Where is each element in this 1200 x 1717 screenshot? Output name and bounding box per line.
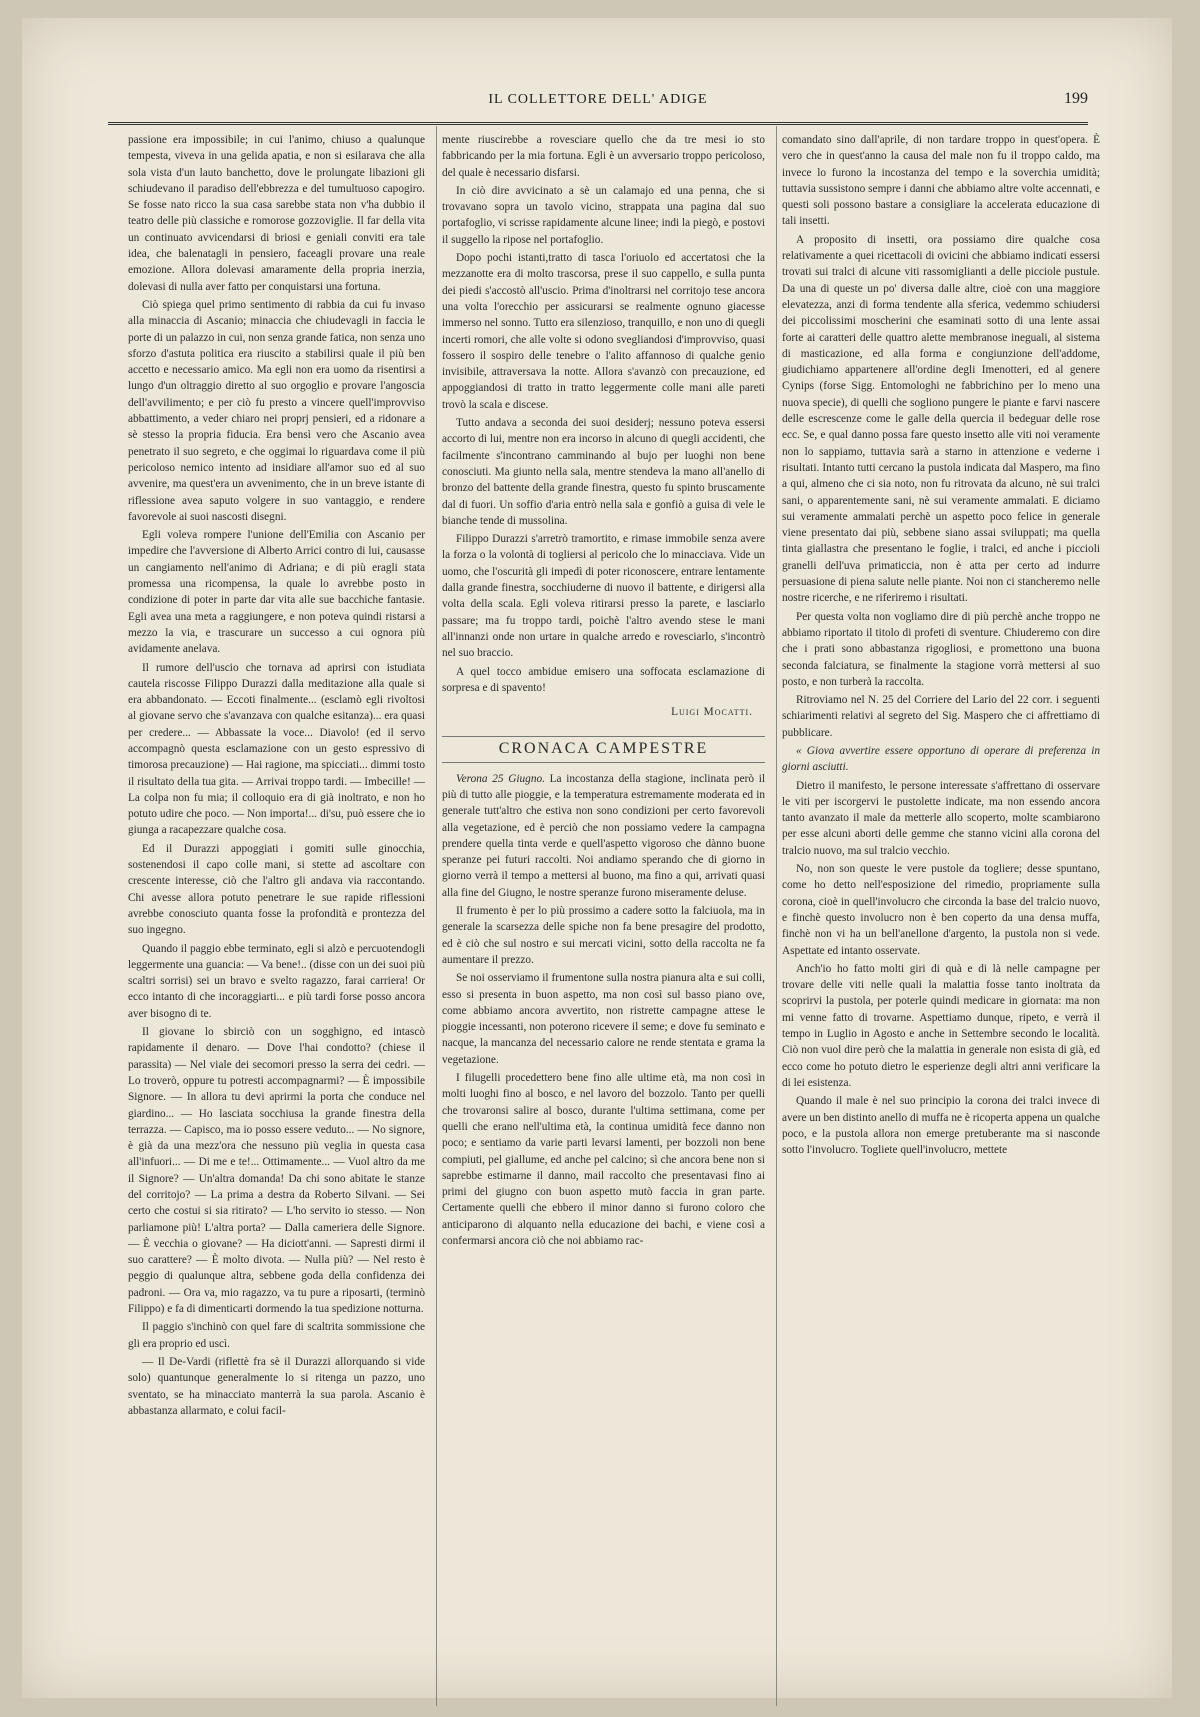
quote-lead <box>782 743 1100 776</box>
paragraph: Tutto andava a seconda dei suoi desiderj; nessuno poteva essersi accorto di lui, mentre non era incorso in alcuno di quegli accidenti, che facilmente s'incontrano camminando al bujo per luoghi non bene conosciuti. Ma giunto nella sala, mentre stendeva la mano all'anello di bronzo del battente della grande finestra, questo fu spinto bruscamente dal di fuori. Un soffio d'aria entrò nella sala e gonfiò a guisa di vele le bianche tende di mussolina. <box>442 417 765 527</box>
paragraph: — Il De-Vardi (riflettè fra sè il Durazzi allorquando si vide solo) quantunque generalmente lo si ritenga un pazzo, uno sventato, se ha minacciato manterrà la sua parola. Ascanio è abbastanza allarmato, e colui facil- <box>128 1355 425 1417</box>
paragraph: Dietro il manifesto, le persone interessate s'affrettano di osservare le viti per iscorgervi le pustolette indicate, ma non essendo ancora tanto avanzato il male da metterle allo scoperto, molte scambiarono per esse alcuni aborti delle gemme che stanno vicini alla corona del tralcio nuovo, ma sul tralcio vecchio. <box>782 779 1100 857</box>
paragraph <box>442 771 765 901</box>
paragraph: Ciò spiega quel primo sentimento di rabbia da cui fu invaso alla minaccia di Ascanio; minaccia che chiudevagli in faccia le porte di un palazzo in cui, non senza grande fatica, non senza uno sforzo d'astuta politica era riuscito a stabilirsi quale il più ben accetto e necessario amico. Ma egli non era uomo da risentirsi a lungo d'un oltraggio diretto al suo orgoglio e provare l'angoscia dell'avvilimento; e per ciò fu presto a vincere quell'improvviso abbattimento, a veder chiaro nei proprj pensieri, ed a ridonare a sè stesso la propria fiducia. Era bensì vero che Ascanio avea penetrato il suo segreto, e che oggimai lo riguardava come il più pericoloso nemico intento ad insidiare all'amor suo ed al suo avvenire, ma quest'era un avvenimento, che in un breve istante di riflessione avea saputo volgere in suo vantaggio, e rendere favorevole ai suoi nascosti disegni. <box>128 298 425 523</box>
paragraph: Il paggio s'inchinò con quel fare di scaltrita sommissione che gli era proprio ed uscì. <box>128 1321 425 1350</box>
author-signature: Luigi Mocatti. <box>671 706 753 719</box>
paragraph: Il rumore dell'uscio che tornava ad aprirsi con istudiata cautela riscosse Filippo Durazzi dalla meditazione alla quale si era abbandonato. — Eccoti finalmente... (esclamò egli rivoltosi al giovane servo che s'avanzava con qualche esitanza)... era quasi per credere... — Abbassate la voce... Diavolo! (ed il servo accompagnò questa esclamazione con un gesto espressivo di timorosa precauzione) — Hai ragione, ma spicciati... dimmi tosto il risultato della tua gita. — Arrivai troppo tardi. — Imbecille! — La colpa non fu mia; il colloquio era di già inoltrato, e non ho potuto udire che poco. — Non importa!... di'su, può essere che io giunga a racapezzare qualche cosa. <box>128 661 425 837</box>
paragraph: Il frumento è per lo più prossimo a cadere sotto la falciuola, ma in generale la scarsezza delle spiche non fa bene presagire del prodotto, ed è ciò che sul nostro e sui mercati vicini, sotto della raccolta ne fa aumentare il prezzo. <box>442 905 765 966</box>
paragraph: comandato sino dall'aprile, di non tardare troppo in quest'opera. È vero che in quest'anno la causa del male non fu il troppo caldo, ma invece lo furono la incostanza del tempo e la soverchia umidità; tuttavia sussistono sempre i danni che abbiamo altre volte accennati, e questi soli possono bastare a consigliare la accelerata educazione di tali insetti. <box>782 134 1100 228</box>
note-paragraph: Ritroviamo nel N. 25 del Corriere del Lario del 22 corr. i seguenti schiarimenti relativi al segreto del Sig. Maspero che ci affrettiamo di pubblicare. <box>782 694 1100 739</box>
page-header <box>108 92 1088 122</box>
newspaper-title: IL COLLETTORE DELL' ADIGE <box>488 92 708 107</box>
paragraph: Ed il Durazzi appoggiati i gomiti sulle ginocchia, sostenendosi il capo colle mani, si stette ad ascoltare con crescente interesse, ciò che l'altro gli andava via raccontando. Chi avesse allora potuto penetrare le sue rapide riflessioni avrebbe conosciuto quanta fosse la profondità e prontezza del suo ingegno. <box>128 842 425 937</box>
column-3 <box>782 132 1100 1702</box>
dateline: Verona 25 Giugno. <box>456 772 545 785</box>
paragraph: Egli voleva rompere l'unione dell'Emilia con Ascanio per impedire che l'avversione di Alberto Arrici contro di lui, causasse un cangiamento nell'animo di Adriana; e di più eragli stata promessa una ricompensa, la quale lo avrebbe posto in condizione di poter in parte dar vita alle sue bacchiche fantasie. Egli avea una meta a raggiungere, e non poteva quindi ristarsi a mezzo la via, e trascurare un successo a cui ognora più avidamente anelava. <box>128 529 425 656</box>
column-divider <box>776 126 777 1706</box>
section-title: CRONACA CAMPESTRE <box>442 736 765 762</box>
paragraph: A proposito di insetti, ora possiamo dire qualche cosa relativamente a quei ricettacoli di ovicini che abbiamo indicati essersi trovati sui tralci di alcune viti rassomiglianti a delle picciole pustule. Da una di queste un po' diversa dalle altre, cioè con una maggiore elevatezza, anzi di forma tendente alla sferica, vedemmo schiudersi dei piccolissimi moscherini che esaminati sotto di una lente assai forte ai caratteri delle quattro alette membranose ineguali, al sistema di masticazione, ed alla forma e congiunzione dell'addome, giudichiamo appartenere all'ordine degli Imenotteri, ed al genere Cynips (forse Sigg. Entomologhi ne fabbrichino per lo meno una nuova specie), di quelli che sogliono pungere le piante e farvi nascere delle escrescenze come le galle della quercia il bedeguar delle rose ecc. Se, e qual danno possa fare questo insetto alle viti noi veramente non lo sappiamo, tuttavia sarà a starno in attenzione e vederne i risultati. Intanto tutti cercano la pustola indicata dal Maspero, ma fino a qui, almeno che ci sia noto, non fu ritrovata da alcuno, nè sui tralci sani, o apparentemente sani, nè sui veramente ammalati. E diciamo sui veramente ammalati perchè un aspetto poco felice in generale viene presentato dai più, sebbene siano assai sviluppati; ma quella tinta giallastra che presentano le foglie, i tralci, ed anche i piccioli granelli dell'uva primaticcia, non è atta per certo ad indurre persuasione di piena salute nelle piante. Noi non ci stancheremo nelle nostre ricerche, e ne riferiremo i risultati. <box>782 233 1100 605</box>
paragraph: In ciò dire avvicinato a sè un calamajo ed una penna, che si trovavano sopra un tavolo vicino, strappata una pagina dal suo portafoglio, vi scrisse rapidamente alcune linee; indi la piegò, e postovi il suggello la ripose nel portafoglio. <box>442 184 765 246</box>
column-1 <box>128 132 425 1702</box>
paragraph: Anch'io ho fatto molti giri di quà e di là nelle campagne per trovare delle viti nelle quali la malattia fosse tanto inoltrata da scoprirvi la pustola, per poterle quindi medicare in giornata: ma non mi venne fatto di trovarne. Aspettiamo dunque, ripeto, e verrà il tempo in Luglio in Agosto e anche in Settembre secondo le località. Ciò non vuol dire però che la malattia in generale non esista di già, ed ecco come ho potuto dietro le esperienze degli altri anni verificare la di lei esistenza. <box>782 962 1100 1089</box>
column-2 <box>442 132 765 1702</box>
paragraph: Quando il paggio ebbe terminato, egli si alzò e percuotendogli leggermente una guancia: — Va bene!.. (disse con un dei suoi più scaltri sorrisi) sei un bravo e svelto ragazzo, farai carriera! Or ecco intanto di che incoraggiarti... e più tardi forse posso ancora aver bisogno di te. <box>128 942 425 1020</box>
paragraph: Filippo Durazzi s'arretrò tramortito, e rimase immobile senza avere la forza o la volontà di togliersi al pericolo che lo minacciava. Vide un uomo, che l'oscurità gli impedì di poter riconoscere, entrare lentamente dalla grande finestra, socchiuderne di nuovo il battente, e dirigersi alla volta della scala. Egli voleva ritirarsi presso la parete, e lasciarlo passare; ma fu troppo tardi, poichè l'altro avendo stese le mani all'innanzi onde non urtare in qualche arredo e rovesciarlo, s'incontrò nel suo braccio. <box>442 533 765 660</box>
paragraph: Per questa volta non vogliamo dire di più perchè anche troppo ne abbiamo riportato il titolo di profeti di sventure. Chiuderemo con dire che i prati sono abbastanza rigogliosi, e promettono una buona seconda falciatura, se finalmente la stagione vorrà mettersi al suo posto, e non turberà la raccolta. <box>782 610 1100 688</box>
paragraph: A quel tocco ambidue emisero una soffocata esclamazione di sorpresa e di spavento! <box>442 665 765 694</box>
paragraph: Quando il male è nel suo principio la corona dei tralci invece di avere un ben distinto anello di muffa ne è ricoperta appena un qualche poco, e la pustola allora non emerge pretuberante ma si nasconde sotto l'involucro. Togliete quell'involucro, mettete <box>782 1095 1100 1157</box>
header-rule <box>108 122 1088 125</box>
paragraph: mente riuscirebbe a rovesciare quello che da tre mesi io sto fabbricando per la mia fortuna. Egli è un avversario troppo pericoloso, del quale è necessario disfarsi. <box>442 134 765 179</box>
column-divider <box>436 126 437 1706</box>
paragraph: Il giovane lo sbirciò con un sogghigno, ed intascò rapidamente il denaro. — Dove l'hai condotto? (chiese il parassita) — Nel viale dei secomori presso la serra dei cedri. — Lo troverò, oppure tu potresti accompagnarmi? — È impossibile Signore. — In allora tu devi aprirmi la porta che conduce nel giardino... — Ho lasciata socchiusa la grande finestra della terrazza. — Capisco, ma io posso essere veduto... — No signore, è già da una mezz'ora che nessuno più veglia in questa casa all'infuori... — Di me e te!... Ottimamente... — Vuol altro da me il Signore? — Un'altra domanda! Da chi sono abitate le stanze del corritojo? — La prima a destra da Roberto Silvani. — Sei certo che costui si sia ritirato? — L'ho servito io stesso. — Non parliamone più! L'altra porta? — Dalla cameriera delle Signore. — È vecchia o giovane? — Ha diciott'anni. — Sapresti dirmi il suo carattere? — È molto divota. — Nulla più? — Nel resto è peggio di qualunque altra, sebbene goda della confidenza dei padroni. — Ora va, mio ragazzo, va tu pure a riposarti, (terminò Filippo) e fa di dimenticarti dormendo la tua spedizione notturna. <box>128 1026 425 1316</box>
paragraph: Dopo pochi istanti,tratto di tasca l'oriuolo ed accertatosi che la mezzanotte era di molto trascorsa, prese il suo cappello, e sulla punta dei piedi s'accostò all'uscio. Prima d'inoltrarsi nel corritojo tese ancora una volta l'orecchio per assicurarsi se realmente ognuno giacesse immerso nel sonno. Tutto era silenzioso, tranquillo, e non uno di quegli incerti romori, che alle volte si odono svegliandosi d'improvviso, quasi fossero il sospiro delle tenebre o l'alito affannoso di qualche genio invisibile, attraversava la notte. Allora s'avanzò con precauzione, ed appoggiandosi di tratto in tratto leggermente colle mani alle pareti trovò la scala e discese. <box>442 252 765 411</box>
page-number: 199 <box>1064 90 1088 107</box>
paragraph: I filugelli procedettero bene fino alle ultime età, ma non così in molti luoghi fino al bosco, e nel lavoro del bozzolo. Tanto per quelli che trovaronsi salire al bosco, durante l'ultima settimana, come per quelli che erano nell'ultima età, la continua umidità fece danno non poco; e sentiamo da varie parti levarsi lamenti, per bozzoli non bene compiuti, pel giallume, ed anche pel calcino; sì che ancora bene non si saprebbe estimarne il danno, mail raccolto che presentavasi fino ai primi del giugno con buon aspetto mutò faccia in gran parte. Certamente quelli che ebbero il minor danno si furono coloro che anticiparono di alquanto nella educazione dei bachi, e viene così a confermarsi ancora ciò che noi abbiamo rac- <box>442 1072 765 1247</box>
quote-lead-text: « Giova avvertire essere opportuno di operare di preferenza in giorni asciutti. <box>782 744 1100 774</box>
paragraph: No, non son queste le vere pustole da togliere; desse spuntano, come ho detto nell'esposizione del rimedio, propriamente sulla corona, cioè in quell'involucro che circonda la base del tralcio nuovo, e finchè questo involucro non è ben coperto da una densa muffa, finchè non vi ha un bell'anellone d'argento, la pustola non si vede. Aspettate ed intanto osservate. <box>782 863 1100 957</box>
paragraph: passione era impossibile; in cui l'animo, chiuso a qualunque tempesta, viveva in una gelida apatia, e non si esilarava che alla sola vista d'un lauto banchetto, dove le prolungate libazioni gli schiudevano il paradiso dell'ebbrezza e del tumultuoso capogiro. Se fosse nato ricco la sua casa sarebbe stata non v'ha dubbio il teatro delle più classiche e romorose gozzoviglie. Il far della vita un continuato avvicendarsi di briosi e geniali conviti era tale idea, che balenatagli in pensiero, faceagli provare una reale emozione. Allora dolevasi amaramente della propria inerzia, dolevasi di nulla aver fatto per conquistarsi una fortuna. <box>128 134 425 293</box>
paragraph: Se noi osserviamo il frumentone sulla nostra pianura alta e sui colli, esso si presenta in buon aspetto, ma non così sul basso piano ove, come abbiamo ancora avvertito, non ristrette campagne attese le pioggie incessanti, non poterono ricevere il seme; e dove fu seminato e nacque, la mancanza del necessario calore ne rende stentata e grama la vegetazione. <box>442 972 765 1066</box>
paragraph-text: La incostanza della stagione, inclinata però il più di tutto alle pioggie, e la temperatura estremamente moderata ed in generale tutt'altro che estiva non sono condizioni per certo favorevoli alla vegetazione, ed è perciò che non possiamo vedere la campagna prendere quella tinta verde e quell'aspetto vigoroso che dànno buone speranze pei futuri raccolti. Noi andiamo sperando che di giorno in giorno verrà il tempo a mettersi al buono, ma fino a qui, arrivati quasi alla fine del Giugno, le nostre speranze furono miseramente deluse. <box>442 772 765 899</box>
